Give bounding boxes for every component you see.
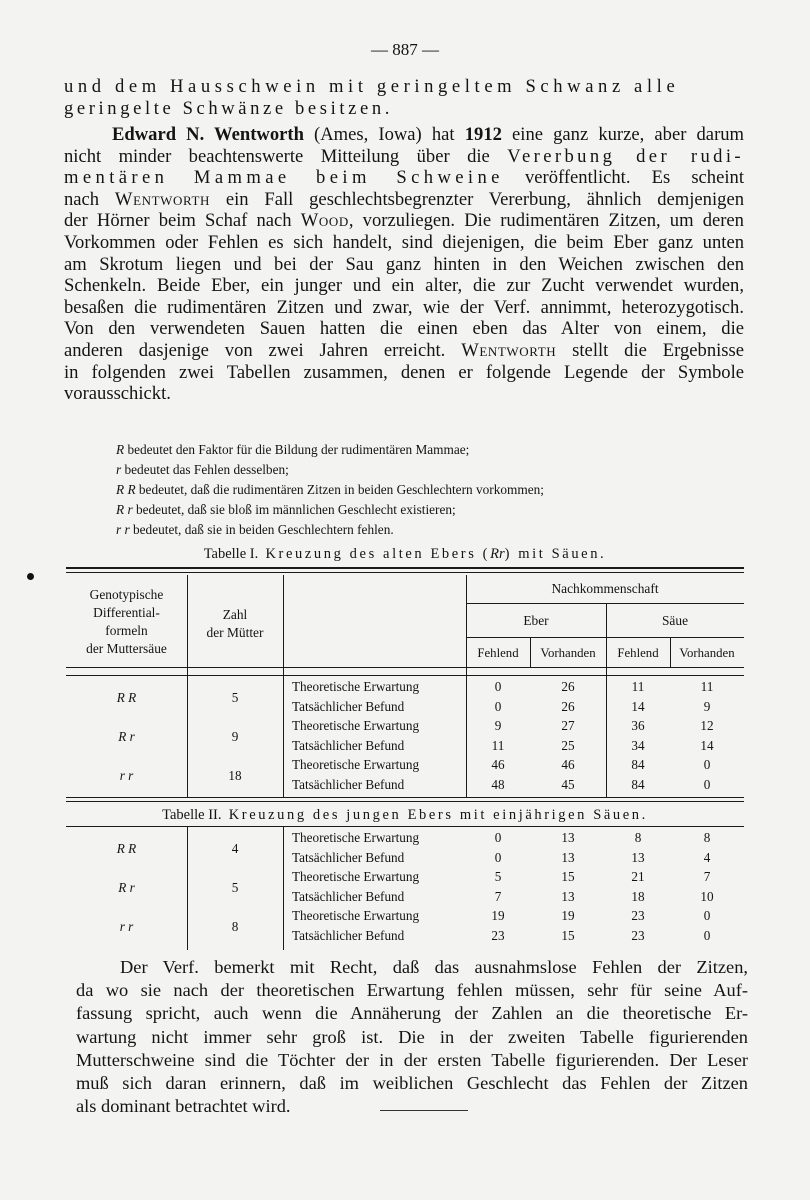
table-value: 5 — [494, 869, 502, 884]
table-value: 45 — [561, 776, 575, 792]
column-rule — [283, 826, 284, 950]
ink-dot — [27, 573, 34, 580]
text-line: da wo sie nach der theoretischen Erwartung fehlen müssen, sehr für seine Auf- — [76, 980, 748, 1001]
table-value: 0 — [494, 679, 502, 694]
text-line: am Skrotum liegen und bei der Sau ganz hinten in den Weichen zwischen den — [64, 253, 744, 275]
text-line: Der Verf. bemerkt mit Recht, daß das ausnahmslose Fehlen der Zitzen, — [120, 957, 748, 977]
column-rule — [283, 575, 284, 797]
table-value: 46 — [491, 757, 505, 772]
table-value: 25 — [561, 737, 575, 753]
row-kind: Theoretische Erwartung — [292, 908, 420, 923]
text-line: Edward N. Wentworth (Ames, Iowa) hat 1912 eine ganz kurze, aber darum — [112, 124, 745, 145]
page-number: — 887 — — [371, 40, 439, 59]
row-kind: Theoretische Erwartung — [292, 830, 420, 845]
table-value: 23 — [491, 927, 505, 943]
table-value: 27 — [561, 718, 575, 733]
table-top-rule — [66, 572, 744, 573]
mother-count: 9 — [231, 728, 239, 744]
table-value: 13 — [561, 888, 575, 904]
table-value: 84 — [631, 757, 645, 772]
genotype-label: R r — [118, 879, 135, 895]
table-value: 19 — [491, 908, 505, 923]
text-line: und dem Hausschwein mit geringeltem Schwanz alle — [64, 76, 680, 97]
table1-end-rule — [66, 801, 744, 802]
legend-item: r bedeutet das Fehlen desselben; — [116, 462, 289, 477]
table-value: 23 — [631, 927, 645, 943]
author-smallcaps: Wentworth — [461, 339, 557, 361]
text-line: besaßen die rudimentären Zitzen und zwar, wie der Verf. annimmt, heterozygotisch. — [64, 296, 744, 318]
paragraph-intro — [64, 76, 744, 119]
legend-item: R R bedeutet, daß die rudimentären Zitzen in beiden Geschlechtern vorkommen; — [116, 482, 544, 497]
author-smallcaps: Wentworth — [114, 188, 211, 210]
row-kind: Tatsächlicher Befund — [292, 849, 405, 865]
legend-symbol: R R — [116, 482, 136, 497]
table-value: 11 — [491, 737, 505, 753]
text-line: vorausschickt. — [64, 383, 171, 405]
legend-symbol: R — [116, 442, 125, 457]
table-value: 0 — [703, 908, 711, 923]
table-value: 34 — [631, 737, 645, 753]
header-sow: Säue — [661, 613, 689, 628]
table-top-rule — [66, 567, 744, 569]
text-line: wartung nicht immer sehr groß ist. Die in der zweiten Tabelle figurierenden — [76, 1026, 748, 1047]
text-line: fassung spricht, auch wenn die Annäherung der Zahlen an die theoretische Er- — [76, 1003, 748, 1024]
table1-end-rule — [66, 797, 744, 798]
row-kind: Theoretische Erwartung — [292, 718, 420, 733]
row-kind: Tatsächlicher Befund — [292, 698, 405, 714]
table-value: 46 — [561, 757, 575, 772]
mother-count: 18 — [228, 767, 242, 783]
header-bottom-rule — [66, 675, 744, 676]
table-value: 11 — [631, 679, 645, 694]
table1-caption: Tabelle I. Kreuzung des alten Ebers (Rr) mit Säuen. — [203, 546, 607, 562]
table-value: 13 — [561, 849, 575, 865]
table-value: 0 — [703, 757, 711, 772]
legend-symbol: r r — [116, 522, 130, 537]
table-value: 15 — [561, 869, 575, 884]
spaced-emphasis: mentären Mammae beim Schweine — [64, 167, 504, 189]
text-line: nach Wentworth ein Fall geschlechtsbegrenzter Vererbung, ähnlich demjenigen — [64, 188, 744, 210]
row-kind: Tatsächlicher Befund — [292, 888, 405, 904]
table-value: 0 — [703, 927, 711, 943]
mother-count: 8 — [231, 918, 239, 934]
header-rule — [466, 637, 744, 638]
spaced-emphasis: Vererbung der rudi- — [507, 145, 745, 167]
legend-symbol: r — [116, 462, 122, 477]
text-line: in folgenden zwei Tabellen zusammen, denen er folgende Legende der Symbole — [64, 361, 744, 383]
text-line: Von den verwendeten Sauen hatten die einen eben das Alter von einem, die — [64, 318, 744, 340]
table-value: 13 — [561, 830, 575, 845]
table-value: 7 — [703, 869, 711, 884]
table-value: 14 — [700, 737, 714, 753]
author-smallcaps: Wood — [300, 210, 349, 232]
table2-caption: Tabelle II. Kreuzung des jungen Ebers mit einjährigen Säuen. — [162, 807, 648, 823]
genotype-label: r r — [119, 918, 134, 934]
text-line: anderen dasjenige von zwei Jahren erreicht. Wentworth stellt die Ergebnisse — [64, 339, 745, 361]
header-rule — [466, 603, 744, 604]
author-name: Edward N. Wentworth — [112, 124, 304, 145]
genotype-label: R r — [118, 728, 135, 744]
legend-symbol: R r — [116, 502, 133, 517]
table-value: 0 — [494, 830, 502, 845]
row-kind: Tatsächlicher Befund — [292, 776, 405, 792]
text-line: als dominant betrachtet wird. — [76, 1096, 291, 1117]
table-value: 26 — [561, 698, 575, 714]
table-value: 19 — [561, 908, 575, 923]
table-value: 14 — [631, 698, 645, 714]
table-value: 12 — [700, 718, 714, 733]
table-value: 84 — [631, 776, 645, 792]
year: 1912 — [464, 124, 502, 145]
mother-count: 5 — [231, 879, 239, 895]
header-boar: Eber — [523, 613, 549, 628]
table-value: 8 — [703, 830, 711, 845]
header-boar-present: Vorhanden — [540, 646, 596, 660]
table-value: 15 — [561, 927, 575, 943]
table-value: 8 — [634, 830, 642, 845]
header-boar-missing: Fehlend — [477, 646, 519, 660]
text-line: geringelte Schwänze besitzen. — [64, 97, 393, 119]
row-kind: Theoretische Erwartung — [292, 757, 420, 772]
row-kind: Tatsächlicher Befund — [292, 737, 405, 753]
table-value: 21 — [631, 869, 645, 884]
text-line: muß sich daran erinnern, daß im weiblichen Geschlecht das Fehlen der Zitzen — [76, 1072, 748, 1093]
table-value: 48 — [491, 776, 505, 792]
header-sow-missing: Fehlend — [617, 646, 659, 660]
genotype-label: r r — [119, 767, 134, 783]
table-value: 18 — [631, 888, 645, 904]
paragraph-wentworth — [64, 124, 744, 405]
table-value: 0 — [703, 776, 711, 792]
header-offspring: Nachkommenschaft — [551, 581, 659, 596]
legend-item: R bedeutet den Faktor für die Bildung der rudimentären Mammae; — [116, 442, 470, 457]
text-line: Schenkeln. Beide Eber, ein junger und ein alter, die zur Zucht verwendet wurden, — [64, 275, 744, 297]
table-value: 11 — [700, 679, 714, 694]
mother-count: 5 — [231, 689, 239, 705]
table-value: 36 — [631, 718, 645, 733]
legend-item: R r bedeutet, daß sie bloß im männlichen Geschlecht existieren; — [116, 502, 456, 517]
text-line: Vorkommen oder Fehlen es sich handelt, sind diejenigen, die beim Eber ganz unten — [64, 231, 744, 253]
end-rule — [380, 1110, 468, 1111]
paragraph-closing — [76, 956, 748, 1118]
table-value: 13 — [631, 849, 645, 865]
text-line: Mutterschweine sind die Töchter der in der ersten Tabelle figurierenden. Der Leser — [76, 1049, 748, 1070]
row-kind: Theoretische Erwartung — [292, 869, 420, 884]
symbol-legend — [116, 440, 716, 540]
table2-top-rule — [66, 826, 744, 827]
header-genotype: Genotypische Differential- formeln der Muttersäue — [86, 587, 167, 656]
genotype-label: R R — [116, 840, 137, 856]
mother-count: 4 — [231, 840, 239, 856]
table-value: 0 — [494, 698, 502, 714]
table-value: 9 — [494, 718, 502, 733]
text-line: mentären Mammae beim Schweine veröffentlicht. Es scheint — [64, 167, 744, 189]
table-value: 26 — [561, 679, 575, 694]
table-value: 4 — [703, 849, 711, 865]
legend-item: r r bedeutet, daß sie in beiden Geschlechtern fehlen. — [116, 522, 394, 537]
table-value: 7 — [494, 888, 502, 904]
row-kind: Tatsächlicher Befund — [292, 927, 405, 943]
table-value: 0 — [494, 849, 502, 865]
header-sow-present: Vorhanden — [679, 646, 735, 660]
header-mother-count: Zahl der Mütter — [206, 607, 264, 640]
table-value: 9 — [703, 698, 711, 714]
row-kind: Theoretische Erwartung — [292, 679, 420, 694]
table-value: 10 — [700, 888, 714, 904]
genotype-label: R R — [116, 689, 137, 705]
header-bottom-rule — [66, 667, 744, 668]
table-value: 23 — [631, 908, 645, 923]
text-line: nicht minder beachtenswerte Mitteilung über die Vererbung der rudi- — [64, 145, 745, 167]
text-line: der Hörner beim Schaf nach Wood, vorzuliegen. Die rudimentären Zitzen, um deren — [64, 210, 744, 232]
